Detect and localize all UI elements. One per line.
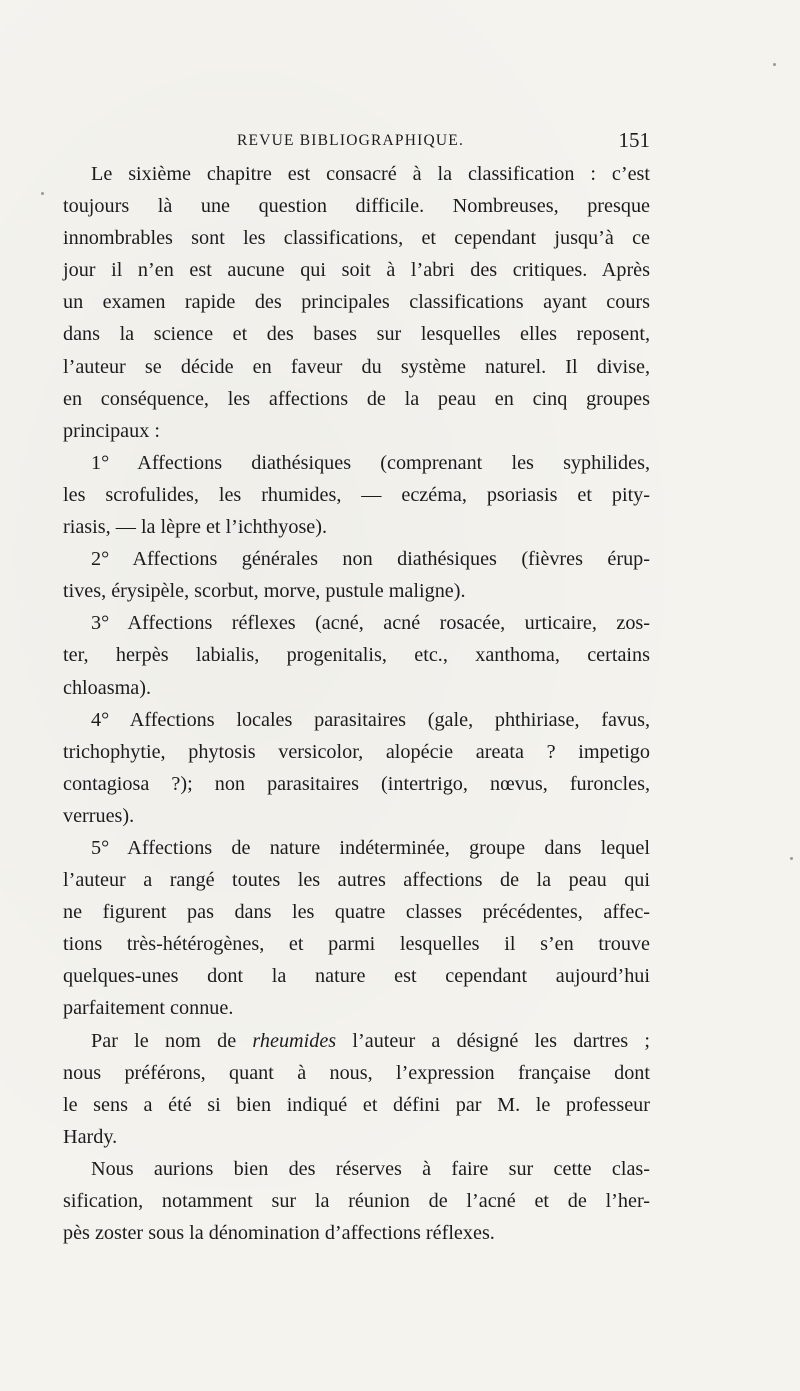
text-line: l’auteur se décide en faveur du système naturel. Il divise, bbox=[63, 355, 650, 378]
text-line: dans la science et des bases sur lesquelles elles reposent, bbox=[63, 323, 650, 346]
text-line: innombrables sont les classifications, et cependant jusqu’à ce bbox=[63, 227, 650, 250]
text-line: 1° Affections diathésiques (comprenant les syphilides, bbox=[91, 451, 650, 474]
text-line: ter, herpès labialis, progenitalis, etc., xanthoma, certains bbox=[63, 644, 650, 667]
text-line: 4° Affections locales parasitaires (gale, phthiriase, favus, bbox=[91, 708, 650, 731]
text-line: sification, notamment sur la réunion de l’acné et de l’her- bbox=[63, 1190, 650, 1212]
text-line: un examen rapide des principales classifications ayant cours bbox=[63, 291, 650, 314]
text-line: les scrofulides, les rhumides, — eczéma, psoriasis et pity- bbox=[63, 483, 650, 506]
text-line: 5° Affections de nature indéterminée, groupe dans lequel bbox=[91, 836, 650, 859]
page-number: 151 bbox=[618, 128, 650, 152]
page-header bbox=[82, 128, 650, 156]
text-line: l’auteur a rangé toutes les autres affections de la peau qui bbox=[63, 869, 650, 892]
text-line: le sens a été si bien indiqué et défini par M. le professeur bbox=[63, 1093, 650, 1116]
text-line: en conséquence, les affections de la peau en cinq groupes bbox=[63, 387, 650, 410]
text-line: verrues). bbox=[63, 804, 135, 827]
text-line: toujours là une question difficile. Nombreuses, presque bbox=[63, 195, 650, 218]
text-line: Par le nom de rheumides l’auteur a désigné les dartres ; bbox=[91, 1029, 650, 1052]
text-line: pès zoster sous la dénomination d’affections réflexes. bbox=[63, 1222, 495, 1245]
text-line: chloasma). bbox=[63, 676, 152, 699]
text-line: tions très-hétérogènes, et parmi lesquelles il s’en trouve bbox=[63, 933, 650, 956]
text-line: quelques-unes dont la nature est cependant aujourd’hui bbox=[63, 965, 650, 988]
print-speck bbox=[773, 63, 776, 66]
text-line: 2° Affections générales non diathésiques (fièvres érup- bbox=[91, 548, 650, 571]
italic-term: rheumides bbox=[252, 1029, 337, 1052]
text-line: jour il n’en est aucune qui soit à l’abri des critiques. Après bbox=[63, 259, 650, 282]
text-line: Hardy. bbox=[63, 1125, 118, 1148]
text-line: ne figurent pas dans les quatre classes précédentes, affec- bbox=[63, 901, 650, 924]
text-line: principaux : bbox=[63, 419, 160, 442]
body-text bbox=[63, 158, 650, 1249]
text-line: Nous aurions bien des réserves à faire sur cette clas- bbox=[91, 1157, 650, 1180]
text-line: tives, érysipèle, scorbut, morve, pustule maligne). bbox=[63, 580, 466, 603]
print-speck bbox=[790, 857, 793, 860]
text-line: parfaitement connue. bbox=[63, 997, 234, 1020]
text-line: contagiosa ?); non parasitaires (intertrigo, nœvus, furoncles, bbox=[63, 772, 650, 795]
text-line: Le sixième chapitre est consacré à la classification : c’est bbox=[91, 163, 650, 185]
text-line: riasis, — la lèpre et l’ichthyose). bbox=[63, 516, 328, 539]
text-line: 3° Affections réflexes (acné, acné rosacée, urticaire, zos- bbox=[91, 612, 650, 635]
text-line: trichophytie, phytosis versicolor, alopécie areata ? impetigo bbox=[63, 740, 650, 763]
text-line: nous préférons, quant à nous, l’expression française dont bbox=[63, 1061, 650, 1084]
print-speck bbox=[41, 192, 44, 195]
running-head: REVUE BIBLIOGRAPHIQUE. bbox=[237, 132, 465, 149]
